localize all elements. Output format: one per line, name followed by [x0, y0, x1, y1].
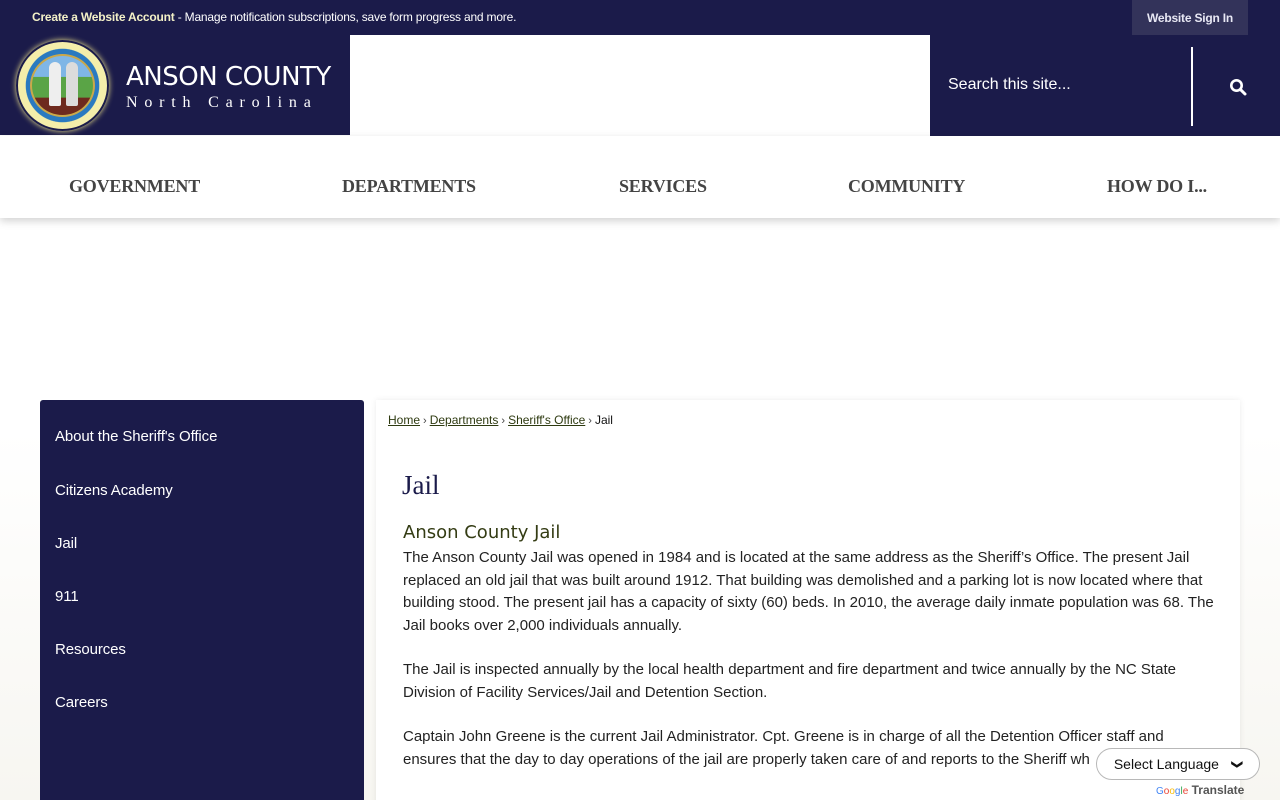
breadcrumb-departments[interactable]: Departments — [429, 413, 499, 427]
sidebar-item-careers[interactable]: Careers — [55, 694, 108, 711]
nav-item-departments[interactable]: DEPARTMENTS — [342, 176, 476, 196]
search-button[interactable] — [1220, 71, 1256, 103]
sidebar-item-citizens-academy[interactable]: Citizens Academy — [55, 482, 173, 499]
create-account-link[interactable]: Create a Website Account — [32, 10, 175, 24]
site-logo[interactable] — [0, 35, 350, 135]
search-area — [930, 35, 1280, 136]
translate-label: Translate — [1191, 783, 1245, 797]
website-sign-in-button[interactable]: Website Sign In — [1132, 0, 1248, 35]
paragraph-history: The Anson County Jail was opened in 1984 and is located at the same address as the Sheriff’s Office. The present Jail replaced an old jail that was built around 1912. That building was demolished and a parking lot is now located where that building stood. The present jail has a capacity of sixty (60) beds. In 2010, the average daily inmate population was 68. The Jail books over 2,000 individuals annually. — [403, 549, 1214, 634]
breadcrumb-sheriffs-office[interactable]: Sheriff's Office — [508, 413, 586, 427]
google-translate-credit[interactable] — [1156, 783, 1244, 797]
google-logo-icon: Google — [1156, 786, 1189, 797]
breadcrumb-separator: › — [423, 415, 427, 427]
nav-item-services[interactable]: SERVICES — [619, 176, 707, 196]
breadcrumb-home[interactable]: Home — [388, 413, 421, 427]
breadcrumb-separator: › — [501, 415, 506, 427]
nav-item-how-do-i[interactable]: HOW DO I... — [1107, 176, 1207, 196]
create-account-description: - Manage notification subscriptions, save form progress and more. — [174, 10, 517, 24]
sidebar-item-about-sheriffs-office[interactable]: About the Sheriff's Office — [55, 428, 218, 445]
create-account-banner — [32, 10, 516, 24]
sidebar-item-jail[interactable]: Jail — [55, 535, 78, 552]
select-language-dropdown[interactable] — [1096, 748, 1260, 780]
breadcrumb-current: Jail — [594, 413, 613, 427]
search-input[interactable] — [948, 65, 1178, 105]
section-title: Anson County Jail — [403, 522, 561, 543]
paragraph-administrator: Captain John Greene is the current Jail Administrator. Cpt. Greene is in charge of all the Detention Officer staff and ensures that the day to day operations of the jail are properly taken care of and reports to the Sheriff wh — [403, 728, 1164, 768]
select-language-label: Select Language — [1113, 756, 1219, 772]
breadcrumb — [388, 413, 613, 427]
chevron-down-icon: ❯ — [1231, 759, 1244, 769]
search-icon — [1229, 78, 1247, 96]
page-title: Jail — [402, 470, 440, 500]
nav-item-community[interactable]: COMMUNITY — [848, 176, 966, 196]
site-title: ANSON COUNTY — [126, 62, 331, 92]
paragraph-inspections: The Jail is inspected annually by the local health department and fire department and twice annually by the NC State Division of Facility Services/Jail and Detention Section. — [403, 661, 1176, 701]
sidebar-navigation — [40, 400, 364, 800]
top-utility-bar — [0, 0, 1280, 35]
site-subtitle: North Carolina — [126, 94, 318, 111]
breadcrumb-separator: › — [588, 415, 592, 427]
sidebar-item-911[interactable]: 911 — [55, 588, 79, 605]
county-seal-icon — [16, 40, 109, 131]
nav-item-government[interactable]: GOVERNMENT — [69, 176, 201, 196]
search-divider — [1191, 47, 1193, 126]
main-content — [376, 400, 1240, 800]
main-navigation — [0, 136, 1280, 218]
sidebar-item-resources[interactable]: Resources — [55, 641, 126, 658]
